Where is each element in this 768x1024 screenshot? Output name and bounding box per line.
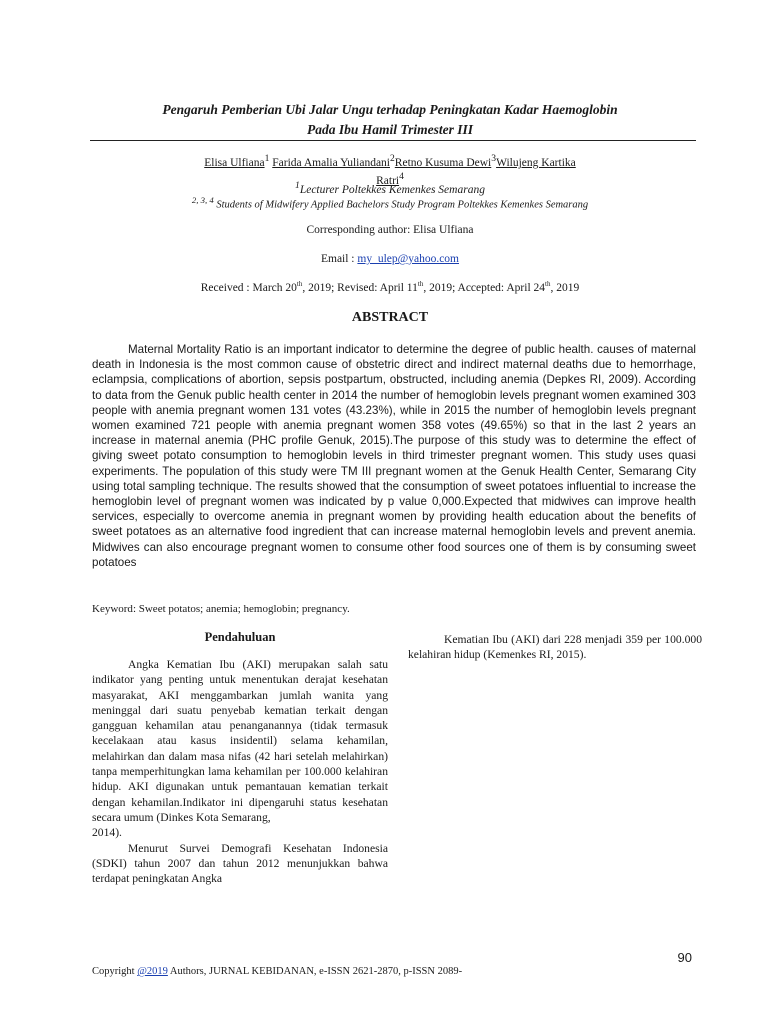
footer-prefix: Copyright (92, 966, 138, 977)
affiliation-2-text: Students of Midwifery Applied Bachelors Study Program Poltekkes Kemenkes Semarang (216, 199, 589, 211)
dates-end: , 2019 (550, 281, 580, 294)
intro-paragraph-2: Menurut Survei Demografi Kesehatan Indonesia (SDKI) tahun 2007 dan tahun 2012 menunjukkan bahwa terdapat peningkatan Angka (92, 841, 388, 886)
abstract-heading: ABSTRACT (351, 310, 429, 325)
body-column-left (92, 630, 388, 886)
right-column-paragraph: Kematian Ibu (AKI) dari 228 menjadi 359 per 100.000 kelahiran hidup (Kemenkes RI, 2015). (408, 633, 702, 662)
revised-text: , 2019; Revised: April 11 (302, 281, 418, 294)
title-line-1: Pengaruh Pemberian Ubi Jalar Ungu terhadap Peningkatan Kadar Haemoglobin (162, 102, 618, 117)
email-link[interactable]: my_ulep@yahoo.com (357, 253, 460, 265)
affiliation-1-text: Lecturer Poltekkes Kemenkes Semarang (299, 183, 485, 196)
corresponding-author: Corresponding author: Elisa Ulfiana (306, 224, 474, 236)
accepted-text: , 2019; Accepted: April 24 (423, 281, 546, 294)
abstract-text: Maternal Mortality Ratio is an important indicator to determine the degree of public health. causes of maternal death in Indonesia is the most common cause of obstetric direct and indirect maternal deaths due to hemorrhage, eclampsia, complications of abortion, sepsis postpartum, obstructed, including anemia (Depkes RI, 2009). According to data from the Genuk public health center in 2014 the number of hemoglobin levels pregnant women examined 303 people with anemia pregnant women 131 votes (43.23%), while in 2015 the number of hemoglobin levels pregnant women examined 721 people with anemia pregnant women 358 votes (49.65%) so that in the last 2 years an increase in maternal anemia (PHC profile Genuk, 2015).The purpose of this study was to determine the effect of giving sweet potato consumption to hemoglobin levels in third trimester pregnant women. This study uses quasi experiments. The population of this study were TM III pregnant women at the Genuk Health Center, Semarang City using total sampling technique. The results showed that the consumption of sweet potatoes influential to increase the hemoglobin level of pregnant women was indicated by p value 0,000.Expected that midwives can improve health services, especially to overcome anemia in pregnant women by providing health education about the benefits of sweet potatoes as an alternative food ingredient that can increase maternal hemoglobin levels and prevent anemia. Midwives can also encourage pregnant women to consume other food sources one of them is by consuming sweet potatoes (92, 343, 696, 569)
author-3-sup: 3 (491, 153, 497, 164)
title-line-2: Pada Ibu Hamil Trimester III (306, 122, 473, 137)
page-number: 90 (677, 950, 692, 965)
author-3: Retno Kusuma Dewi (394, 156, 492, 169)
keyword-label: Keyword (92, 603, 133, 615)
footer-text: Authors, JURNAL KEBIDANAN, e-ISSN 2621-2870, p-ISSN 2089- (167, 966, 463, 977)
email-line (90, 253, 690, 265)
author-4-first: Wilujeng Kartika (496, 156, 576, 169)
accepted-sup: th (545, 280, 551, 288)
received-text: Received : March 20 (200, 281, 297, 294)
body-column-right (408, 632, 702, 663)
author-2: Farida Amalia Yuliandani (272, 156, 390, 169)
affiliation-1 (90, 180, 690, 196)
author-4-second: Ratri (376, 174, 400, 187)
affiliation-2-sup: 2, 3, 4 (191, 195, 214, 205)
received-sup: th (296, 280, 303, 288)
revised-sup: th (417, 280, 424, 288)
affiliation-1-sup: 1 (295, 180, 300, 191)
author-1-sup: 1 (264, 153, 270, 164)
article-dates (90, 280, 690, 294)
paper-title (90, 100, 690, 140)
email-label: Email : (320, 253, 358, 265)
copyright-footer (92, 966, 512, 988)
intro-paragraph-1: Angka Kematian Ibu (AKI) merupakan salah satu indikator yang penting untuk menentukan derajat kesehatan masyarakat, AKI menggambarkan jumlah wanita yang meninggal dari suatu penyebab kematian terkait dengan gangguan kehamilan atau penanganannya (tidak termasuk kecelakaan atau kasus insidentil) selama kehamilan, melahirkan dan dalam masa nifas (42 hari setelah melahirkan) tanpa memperhitungkan lama kehamilan per 100.000 kelahiran hidup. AKI digunakan untuk pemantauan kematian terkait dengan kehamilan.Indikator ini dipengaruhi status kesehatan secara umum (Dinkes Kota Semarang, (92, 658, 388, 824)
section-heading: Pendahuluan (204, 630, 276, 644)
keyword-line (92, 603, 696, 615)
affiliation-2 (90, 195, 690, 211)
intro-paragraph-1-end: 2014). (92, 826, 122, 840)
author-2-sup: 2 (390, 153, 395, 164)
footer-year-link[interactable]: @2019 (137, 966, 168, 977)
author-4-sup: 4 (399, 170, 404, 182)
author-1: Elisa Ulfiana (204, 156, 265, 169)
keyword-text: : Sweet potatos; anemia; hemoglobin; pregnancy. (132, 603, 350, 615)
title-divider (90, 140, 696, 141)
